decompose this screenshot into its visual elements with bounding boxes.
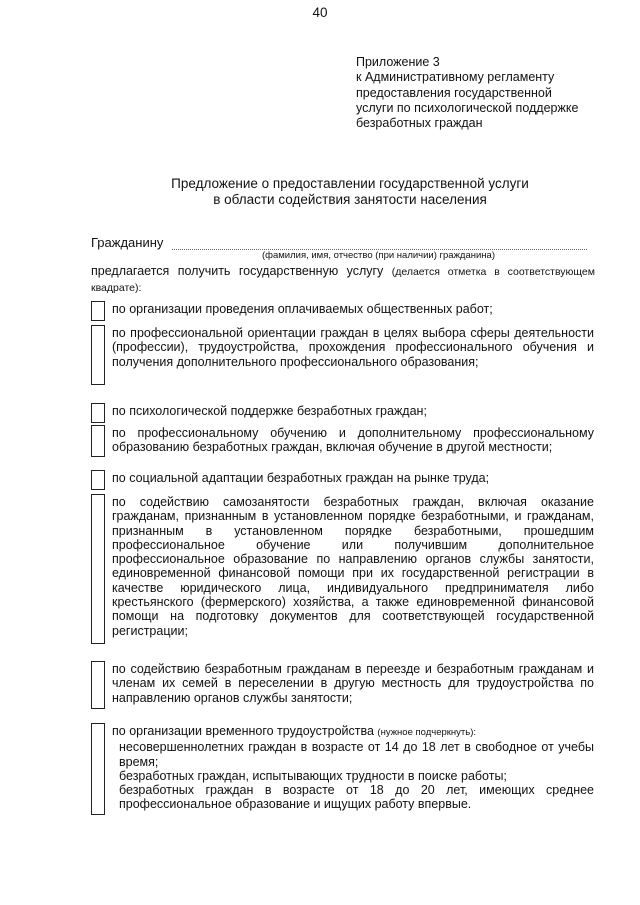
document-title xyxy=(80,176,620,208)
option-checkbox[interactable] xyxy=(91,723,105,815)
option-text: по содействию самозанятости безработных граждан, включая оказание гражданам, признанным в установленном порядке безработными, и гражданам, признанным в установленном порядке безработными, прошедшим профессиональное обучение или получившим дополнительное профессиональное образование по направлению органов службы занятости, единовременной финансовой помощи при их государственной регистрации в качестве юридического лица, индивидуального предпринимателя либо крестьянского (фермерского) хозяйства, а также единовременной финансовой помощи на подготовку документов для соответствующей государственной регистрации; xyxy=(112,495,594,638)
title-line-1: Предложение о предоставлении государственной услуги xyxy=(171,176,529,191)
citizen-name-hint: (фамилия, имя, отчество (при наличии) гражданина) xyxy=(262,250,496,261)
option-heading xyxy=(112,724,594,740)
offer-note: (делается отметка в соответствующем квадрате): xyxy=(91,266,595,294)
option-text: по организации проведения оплачиваемых общественных работ; xyxy=(112,302,493,316)
sub-option-young-graduates[interactable]: безработных граждан в возрасте от 18 до 20 лет, имеющих среднее профессиональное образование и ищущих работу впервые. xyxy=(119,783,594,812)
option-checkbox[interactable] xyxy=(91,661,105,709)
option-text xyxy=(112,724,594,812)
option-checkbox[interactable] xyxy=(91,470,105,490)
offer-text xyxy=(91,264,595,296)
appendix-line: услуги по психологической поддержке xyxy=(356,100,579,115)
appendix-line: предоставления государственной xyxy=(356,85,552,100)
option-checkbox[interactable] xyxy=(91,425,105,457)
option-checkbox[interactable] xyxy=(91,325,105,385)
option-checkbox[interactable] xyxy=(91,403,105,423)
sub-option-job-search-difficulty[interactable]: безработных граждан, испытывающих трудности в поиске работы; xyxy=(119,768,507,783)
option-text: по социальной адаптации безработных граждан на рынке труда; xyxy=(112,471,490,485)
option-text: по профессиональной ориентации граждан в целях выбора сферы деятельности (профессии), трудоустройства, прохождения профессионального обучения и получения дополнительного профессионального образования; xyxy=(112,326,594,369)
appendix-line: безработных граждан xyxy=(356,116,483,131)
title-line-2: в области содействия занятости населения xyxy=(213,192,487,207)
sub-option-minors[interactable]: несовершеннолетних граждан в возрасте от 14 до 18 лет в свободное от учебы время; xyxy=(119,740,594,769)
offer-main: предлагается получить государственную услугу xyxy=(91,264,384,278)
citizen-label: Гражданину xyxy=(91,235,164,250)
appendix-line: Приложение 3 xyxy=(356,55,440,69)
appendix-line: к Административному регламенту xyxy=(356,70,555,85)
page-number: 40 xyxy=(312,5,328,20)
option-text: по профессиональному обучению и дополнительному профессиональному образованию безработных граждан, включая обучение в другой местности; xyxy=(112,426,594,455)
option-heading-text: по организации временного трудоустройства xyxy=(112,724,374,738)
appendix-header xyxy=(356,55,616,131)
option-heading-note: (нужное подчеркнуть): xyxy=(377,727,477,738)
option-checkbox[interactable] xyxy=(91,494,105,644)
option-text: по психологической поддержке безработных граждан; xyxy=(112,404,427,418)
option-checkbox[interactable] xyxy=(91,301,105,321)
option-text: по содействию безработным гражданам в переезде и безработным гражданам и членам их семей в переселении в другую местность для трудоустройства по направлению органов службы занятости; xyxy=(112,662,594,705)
